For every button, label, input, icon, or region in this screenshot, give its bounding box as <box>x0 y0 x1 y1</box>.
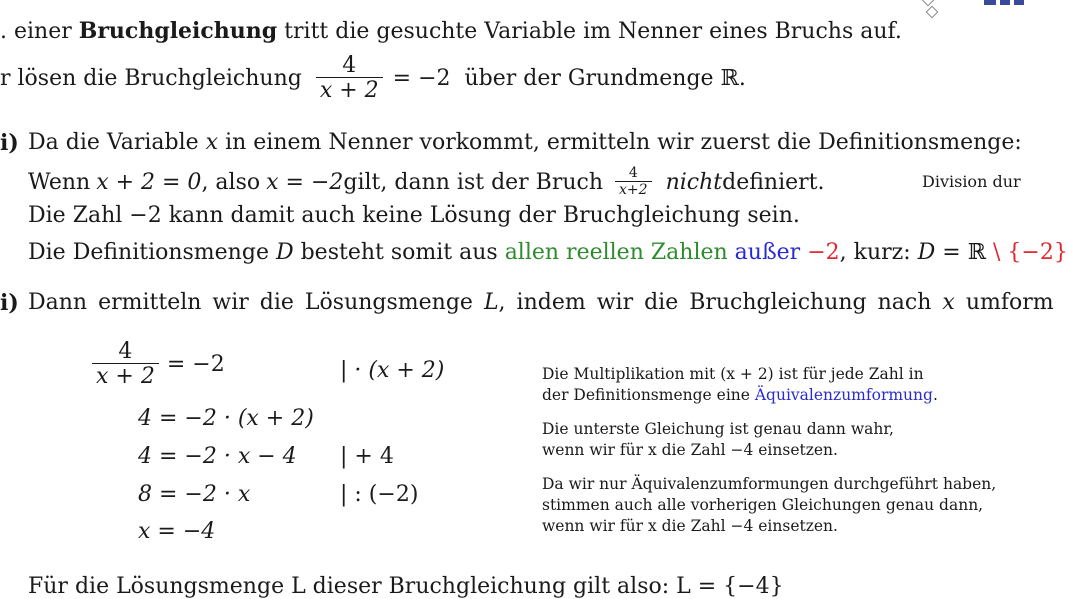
step1-line2-nicht: nicht <box>665 169 723 195</box>
corner-toolbar[interactable] <box>918 0 1024 20</box>
eq-row1-den: x + 2 <box>92 363 159 389</box>
step1-line4-set: {−2} <box>1007 240 1068 265</box>
task-fraction <box>316 54 383 103</box>
step1-line3: Die Zahl −2 kann damit auch keine Lösung der Bruchgleichung sein. <box>28 203 800 228</box>
task-post: über der Grundmenge ℝ. <box>464 66 746 92</box>
intro-post: tritt die gesuchte Variable im Nenner eines Bruchs auf. <box>277 19 902 44</box>
side-note: Division dur <box>922 172 1021 191</box>
note-2-line1: Die unterste Gleichung ist genau dann wahr, <box>542 420 894 438</box>
note-1 <box>542 364 938 406</box>
step2-x: x <box>942 290 955 315</box>
eq-row3-op: | + 4 <box>340 444 394 469</box>
note-3 <box>542 474 996 537</box>
eq-row3: 4 = −2 · x − 4 <box>138 444 297 469</box>
intro-line <box>0 18 902 44</box>
tool-icons <box>918 0 1024 20</box>
step2-pre: Dann ermitteln wir die Lösungsmenge <box>28 290 484 315</box>
eq-row4-op: | : (−2) <box>340 482 419 507</box>
step1-line2-a: Wenn <box>28 169 91 195</box>
step1-line2-b: , also <box>201 169 261 195</box>
eq-row1-op: | · (x + 2) <box>340 358 445 383</box>
step1-line4-a: Die Definitionsmenge <box>28 240 276 265</box>
step1-line4-setop: \ <box>992 240 1001 265</box>
step2-mid: , indem wir die Bruchgleichung nach <box>498 290 943 315</box>
note-3-line1: Da wir nur Äquivalenzumformungen durchgeführt haben, <box>542 475 997 493</box>
step1-line2-m1: x + 2 = 0 <box>96 169 202 195</box>
step1-line1-post: in einem Nenner vorkommt, ermitteln wir zuerst die Definitionsmenge: <box>218 130 1022 155</box>
aequivalenz-link[interactable]: Äquivalenzumformung <box>754 386 933 404</box>
step2-L: L <box>483 290 499 315</box>
note-3-line2: stimmen auch alle vorherigen Gleichungen genau dann, <box>542 496 984 514</box>
conclusion-line: Für die Lösungsmenge L dieser Bruchgleichung gilt also: L = {−4} <box>28 574 784 599</box>
note-3-line3: wenn wir für x die Zahl −4 einsetzen. <box>542 517 838 535</box>
eq-row1-num: 4 <box>118 339 133 364</box>
step1-line4-b: besteht somit aus <box>293 240 505 265</box>
step1-line4 <box>28 240 1068 265</box>
eq-row4: 8 = −2 · x <box>138 482 251 507</box>
task-frac-den: x + 2 <box>316 77 383 103</box>
note-1-line2 <box>542 385 938 406</box>
step1-line1-var: x <box>205 130 219 155</box>
task-frac-num: 4 <box>342 53 357 78</box>
task-line <box>0 54 746 103</box>
step1-line4-eq: = ℝ <box>935 240 993 265</box>
step2-label: i) <box>0 290 19 316</box>
intro-bold: Bruchgleichung <box>78 18 278 44</box>
step1-line2-d: definiert. <box>722 169 825 195</box>
eq-row1-fraction <box>92 340 159 389</box>
step1-line4-D2: D <box>917 240 936 265</box>
task-eq: = −2 <box>392 66 451 92</box>
note-1-line1: Die Multiplikation mit (x + 2) ist für jede Zahl in <box>542 365 924 383</box>
step1-line2-m2: x = −2 <box>266 169 344 195</box>
eq-row1 <box>88 340 225 389</box>
step1-line4-blue: außer <box>734 240 801 265</box>
step1-line2-c: gilt, dann ist der Bruch <box>343 169 604 195</box>
step1-label: i) <box>0 130 19 156</box>
step1-line4-red: −2 <box>807 240 840 265</box>
step1-line2-fraction <box>615 166 652 198</box>
step1-line4-c: , kurz: <box>839 240 918 265</box>
step1-line1 <box>28 130 1022 155</box>
step2-line <box>28 290 1054 315</box>
eq-row1-rhs: = −2 <box>166 352 225 378</box>
task-pre: r lösen die Bruchgleichung <box>0 66 302 92</box>
step1-frac-den: x+2 <box>615 181 652 198</box>
note-2 <box>542 419 894 461</box>
step2-post: umform <box>954 290 1054 315</box>
note-1-post: . <box>932 386 938 404</box>
step1-frac-num: 4 <box>628 165 638 181</box>
intro-pre: . einer <box>0 19 79 44</box>
eq-row2: 4 = −2 · (x + 2) <box>138 406 314 431</box>
step1-line4-green: allen reellen Zahlen <box>504 240 728 265</box>
note-2-line2: wenn wir für x die Zahl −4 einsetzen. <box>542 441 838 459</box>
step1-line2 <box>28 166 824 198</box>
eq-row5: x = −4 <box>138 519 216 544</box>
note-1-pre: der Definitionsmenge eine <box>542 386 755 404</box>
step1-line1-pre: Da die Variable <box>28 130 206 155</box>
step1-line4-D: D <box>275 240 294 265</box>
